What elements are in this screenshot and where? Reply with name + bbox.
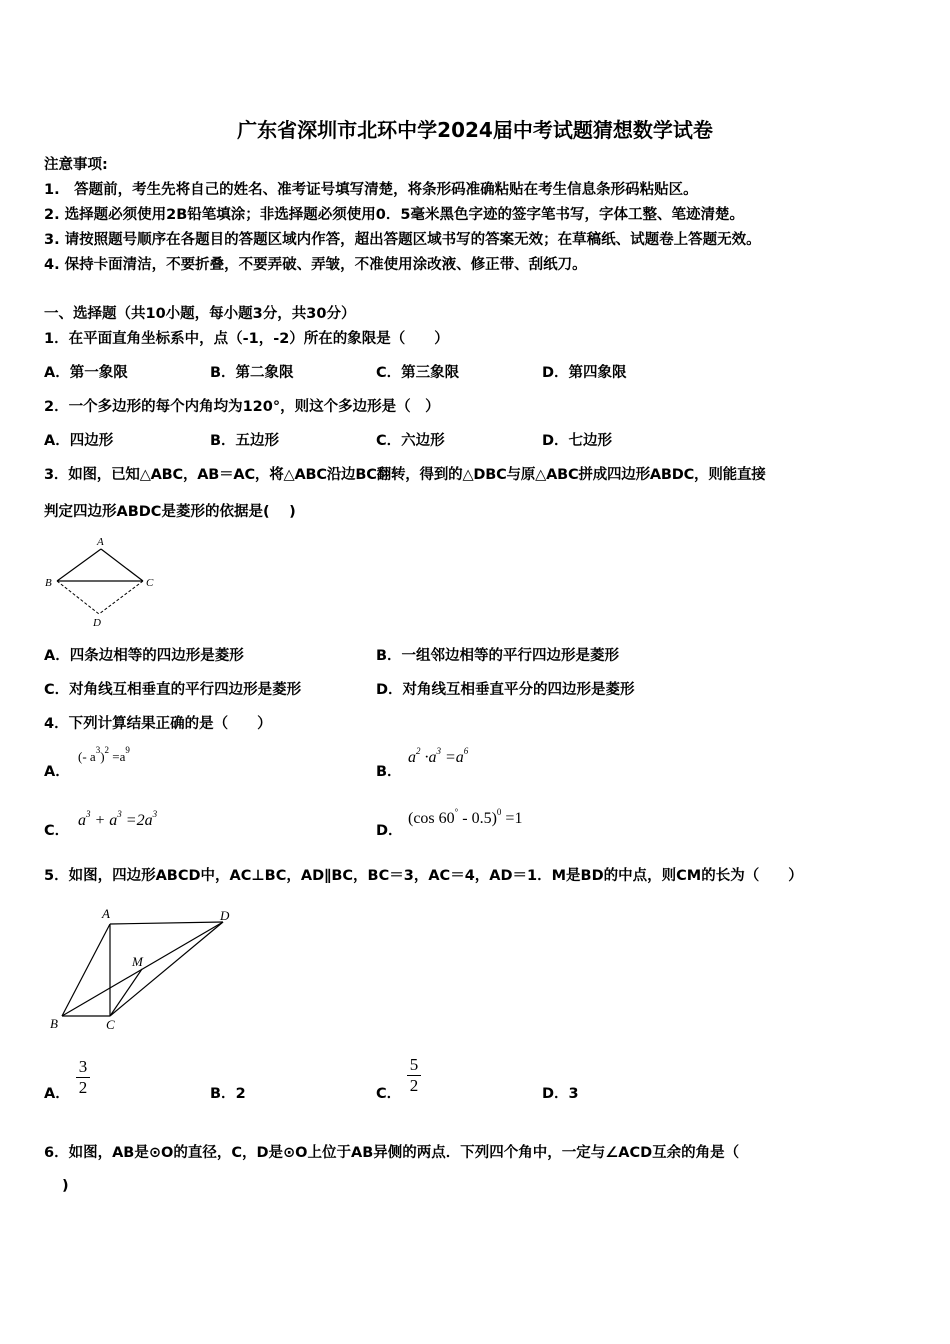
q1-stem: 1．在平面直角坐标系中，点（-1，-2）所在的象限是（ ）	[44, 331, 449, 347]
q4-label-d: D．	[376, 823, 403, 839]
q5-label-a: A	[102, 906, 110, 921]
q5-edge-cd	[110, 922, 223, 1016]
q3-figure	[40, 532, 170, 627]
q5-label-b: B	[50, 1016, 58, 1031]
q5-figure	[40, 898, 250, 1038]
q2-option-b: B．五边形	[210, 433, 280, 449]
q1-option-a: A．第一象限	[44, 365, 128, 381]
q4-expression-a: (- $a^3)^2 =a^9$	[78, 745, 130, 764]
q1-option-c: C．第三象限	[376, 365, 460, 381]
q4-stem: 4．下列计算结果正确的是（ ）	[44, 716, 272, 732]
q3-option-b: B．一组邻边相等的平行四边形是菱形	[376, 648, 620, 664]
notice-heading: 注意事项:	[44, 157, 108, 173]
q3-label-d: D	[93, 617, 101, 627]
q4-expression-b: $a^2 \cdot a^3 =a^6$	[408, 746, 469, 766]
notice-item-4: 4. 保持卡面清洁，不要折叠，不要弄破、弄皱，不准使用涂改液、修正带、刮纸刀。	[44, 257, 587, 273]
q3-label-c: C	[146, 577, 154, 589]
notice-item-2: 2. 选择题必须使用2B铅笔填涂；非选择题必须使用0．5毫米黑色字迹的签字笔书写，字体工整、笔迹清楚。	[44, 207, 744, 223]
q2-option-c: C．六边形	[376, 433, 445, 449]
q5-label-d: D	[220, 908, 230, 923]
q6-stem-line1: 6．如图，AB是⊙O的直径，C，D是⊙O上位于AB异侧的两点．下列四个角中，一定与∠ACD互余的角是（	[44, 1145, 740, 1161]
q3-option-c: C．对角线互相垂直的平行四边形是菱形	[44, 682, 302, 698]
q3-edge-bd	[57, 581, 99, 614]
q1-option-d: D．第四象限	[542, 365, 627, 381]
q5-option-d: D．3	[542, 1086, 579, 1102]
q2-stem: 2．一个多边形的每个内角均为120°，则这个多边形是（ ）	[44, 399, 440, 415]
q5-label-a: A．	[44, 1086, 70, 1102]
q5-option-b: B．2	[210, 1086, 246, 1102]
q4-label-c: C．	[44, 823, 70, 839]
q3-edge-cd	[99, 581, 143, 614]
q5-stem: 5．如图，四边形ABCD中，AC⊥BC，AD∥BC，BC＝3，AC＝4，AD＝1．M是BD的中点，则CM的长为（ ）	[44, 868, 803, 884]
q5-label-m: M	[132, 954, 143, 969]
q4-expression-c: $a^3 + a^3 =2a^3$	[78, 809, 158, 829]
q5-label-c: C．	[376, 1086, 402, 1102]
q1-option-b: B．第二象限	[210, 365, 294, 381]
q3-option-d: D．对角线互相垂直平分的四边形是菱形	[376, 682, 635, 698]
q3-edge-ac	[101, 549, 143, 581]
q5-label-c: C	[106, 1017, 115, 1032]
q6-stem-line2: )	[62, 1178, 69, 1194]
q3-option-a: A．四条边相等的四边形是菱形	[44, 648, 244, 664]
q5-fraction-a: $\frac{3}{2}$	[76, 1057, 90, 1098]
page-title: 广东省深圳市北环中学2024届中考试题猜想数学试卷	[237, 118, 713, 142]
q3-label-a: A	[97, 536, 104, 548]
q4-label-a: A．	[44, 764, 70, 780]
q4-expression-d: (cos 60° - 0.5)$^0$ =1	[408, 807, 523, 827]
q5-edge-ad	[110, 922, 223, 924]
q3-stem-line2: 判定四边形ABDC是菱形的依据是( )	[44, 504, 296, 520]
q3-label-b: B	[45, 577, 52, 589]
q2-option-a: A．四边形	[44, 433, 114, 449]
notice-item-3: 3. 请按照题号顺序在各题目的答题区域内作答，超出答题区域书写的答案无效；在草稿纸、试题卷上答题无效。	[44, 232, 761, 248]
q5-edge-cm	[110, 969, 142, 1016]
notice-item-1: 1. 答题前，考生先将自己的姓名、准考证号填写清楚，将条形码准确粘贴在考生信息条形码粘贴区。	[44, 182, 698, 198]
q2-option-d: D．七边形	[542, 433, 613, 449]
q3-stem-line1: 3．如图，已知△ABC，AB＝AC，将△ABC沿边BC翻转，得到的△DBC与原△ABC拼成四边形ABDC，则能直接	[44, 467, 766, 483]
q4-label-b: B．	[376, 764, 402, 780]
q5-fraction-c: $\frac{5}{2}$	[407, 1055, 421, 1096]
q3-edge-ab	[57, 549, 101, 581]
section-heading: 一、选择题（共10小题，每小题3分，共30分）	[44, 306, 356, 322]
